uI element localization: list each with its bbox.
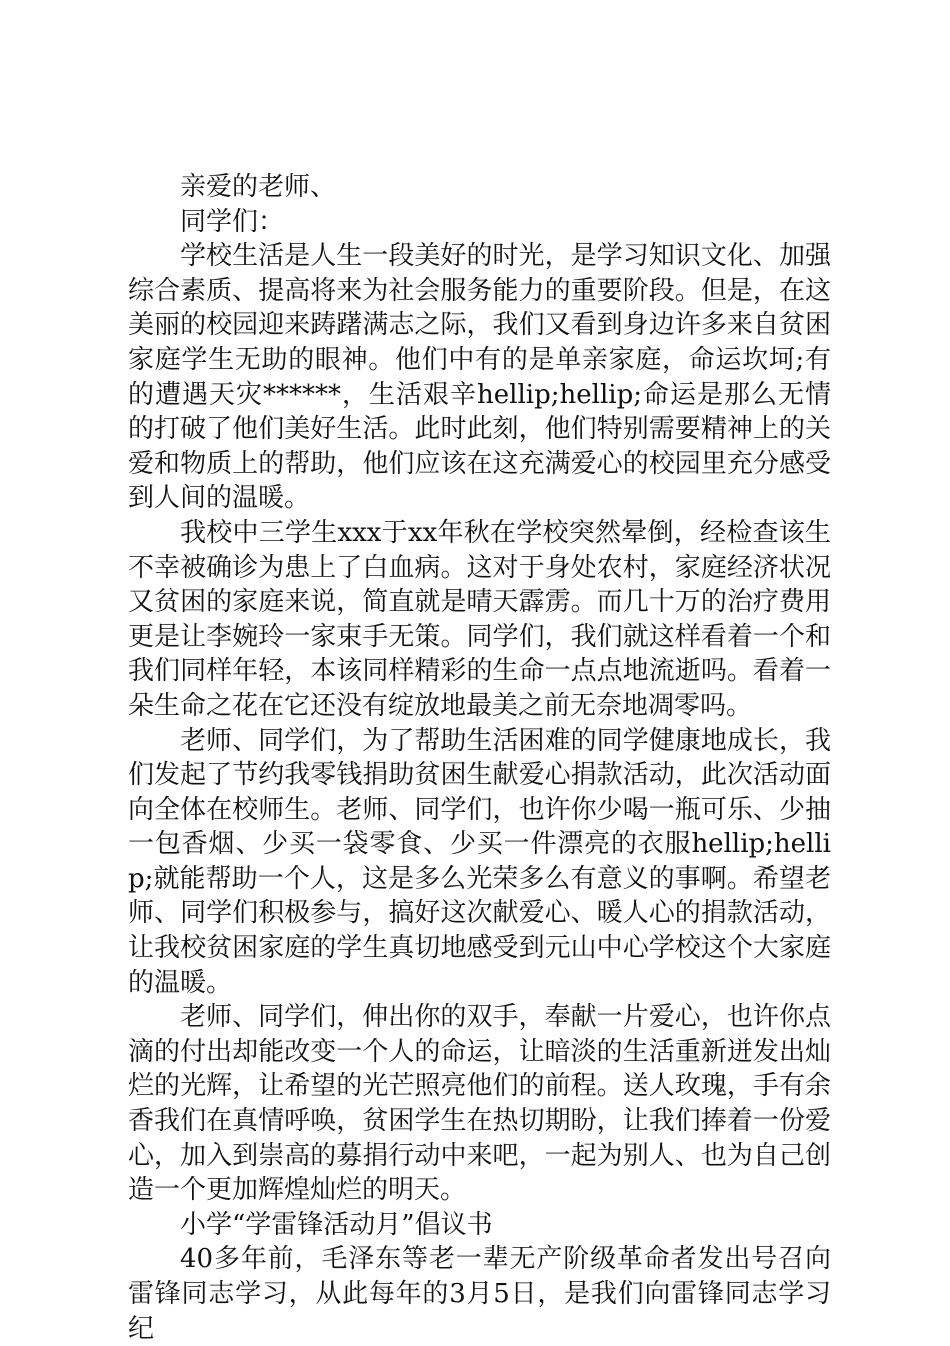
body-paragraph-2: 我校中三学生xxx于xx年秋在学校突然晕倒，经检查该生不幸被确诊为患上了白血病。这对于身处农村，家庭经济状况又贫困的家庭来说，简直就是晴天霹雳。而几十万的治疗费用更是让李婉玲一家束手无策。同学们，我们就这样看着一个和我们同样年轻，本该同样精彩的生命一点点地流逝吗。看着一朵生命之花在它还没有绽放地最美之前无奈地凋零吗。 xyxy=(128,517,831,721)
salutation-line-1: 亲爱的老师、 xyxy=(180,172,337,202)
document-body xyxy=(128,170,831,1346)
body-paragraph-4: 老师、同学们，伸出你的双手，奉献一片爱心，也许你点滴的付出却能改变一个人的命运，让暗淡的生活重新迸发出灿烂的光辉，让希望的光芒照亮他们的前程。送人玫瑰，手有余香我们在真情呼唤，贫困学生在热切期盼，让我们捧着一份爱心，加入到崇高的募捐行动中来吧，一起为别人、也为自己创造一个更加辉煌灿烂的明天。 xyxy=(128,1002,831,1206)
salutation-line-2: 同学们： xyxy=(180,206,285,237)
section-heading: 小学“学雷锋活动月”倡议书 xyxy=(180,1209,493,1240)
body-paragraph-5: 40多年前，毛泽东等老一辈无产阶级革命者发出号召向雷锋同志学习，从此每年的3月5日，是我们向雷锋同志学习纪 xyxy=(128,1244,831,1344)
body-paragraph-1: 学校生活是人生一段美好的时光，是学习知识文化、加强综合素质、提高将来为社会服务能力的重要阶段。但是，在这美丽的校园迎来踌躇满志之际，我们又看到身边许多来自贫困家庭学生无助的眼神。他们中有的是单亲家庭，命运坎坷;有的遭遇天灾******，生活艰辛hellip;hellip;命运是那么无情的打破了他们美好生活。此时此刻，他们特别需要精神上的关爱和物质上的帮助，他们应该在这充满爱心的校园里充分感受到人间的温暖。 xyxy=(128,241,831,514)
body-paragraph-3: 老师、同学们，为了帮助生活困难的同学健康地成长，我们发起了节约我零钱捐助贫困生献爱心捐款活动，此次活动面向全体在校师生。老师、同学们，也许你少喝一瓶可乐、少抽一包香烟、少买一袋零食、少买一件漂亮的衣服hellip;hellip;就能帮助一个人，这是多么光荣多么有意义的事啊。希望老师、同学们积极参与，搞好这次献爱心、暖人心的捐款活动，让我校贫困家庭的学生真切地感受到元山中心学校这个大家庭的温暖。 xyxy=(128,725,831,998)
